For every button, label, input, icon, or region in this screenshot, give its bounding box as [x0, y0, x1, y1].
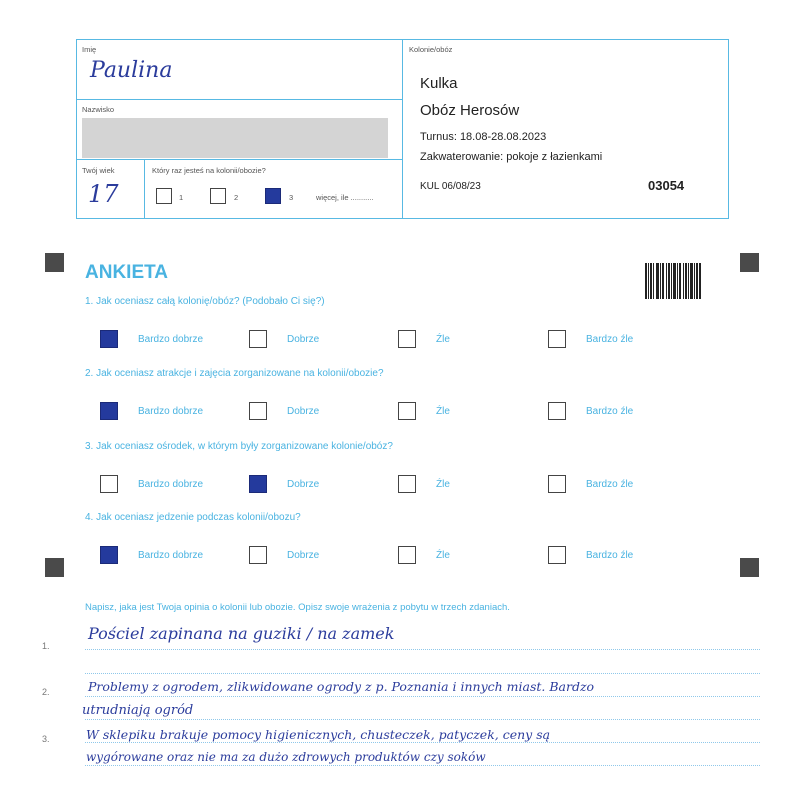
ktory-raz-label: Który raz jesteś na kolonii/obozie?: [152, 166, 266, 175]
imie-label: Imię: [82, 45, 97, 54]
question-2-option-2-label: Dobrze: [287, 406, 320, 417]
header-divider: [402, 39, 403, 219]
question-3-option-3-label: Źle: [436, 479, 450, 490]
answer-line-1b: [85, 673, 760, 674]
question-3-option-1-checkbox[interactable]: [100, 475, 118, 493]
answer-line-2: [85, 696, 760, 697]
alignment-marker-top-right: [740, 253, 759, 272]
question-1-option-3-label: Źle: [436, 334, 450, 345]
alignment-marker-top-left: [45, 253, 64, 272]
question-2-option-4-label: Bardzo źle: [586, 406, 634, 417]
question-2-option-3-label: Źle: [436, 406, 450, 417]
answer-line-2b: [85, 719, 760, 720]
question-4-option-1-label: Bardzo dobrze: [138, 550, 204, 561]
answer-3[interactable]: W sklepiku brakuje pomocy higienicznych, chusteczek, patyczek, ceny są: [86, 727, 551, 742]
question-1: 1. Jak oceniasz całą kolonię/obóz? (Podobało Ci się?): [85, 296, 325, 307]
answer-line-1: [85, 649, 760, 650]
line-number-2: 2.: [42, 687, 50, 697]
camp-name: Kulka: [420, 75, 458, 92]
question-3-option-2-checkbox[interactable]: [249, 475, 267, 493]
form-number: 03054: [648, 178, 685, 193]
question-4-option-2-checkbox[interactable]: [249, 546, 267, 564]
answer-2[interactable]: Problemy z ogrodem, zlikwidowane ogrody z p. Poznania i innych miast. Bardzo: [88, 679, 595, 694]
answer-1[interactable]: Pościel zapinana na guziki / na zamek: [88, 624, 395, 643]
alignment-marker-bottom-right: [740, 558, 759, 577]
question-1-option-2-label: Dobrze: [287, 334, 320, 345]
question-3-option-2-label: Dobrze: [287, 479, 320, 490]
barcode: [645, 263, 701, 299]
times-label-2: 2: [234, 193, 239, 202]
nazwisko-redacted: [82, 118, 388, 158]
question-1-option-1-checkbox[interactable]: [100, 330, 118, 348]
question-1-option-1-label: Bardzo dobrze: [138, 334, 204, 345]
question-2-option-4-checkbox[interactable]: [548, 402, 566, 420]
question-2-option-1-label: Bardzo dobrze: [138, 406, 204, 417]
line-number-3: 3.: [42, 734, 50, 744]
wiek-label: Twój wiek: [82, 166, 115, 175]
question-4-option-3-checkbox[interactable]: [398, 546, 416, 564]
line-number-1: 1.: [42, 641, 50, 651]
question-3-option-4-label: Bardzo źle: [586, 479, 634, 490]
answer-2-continued[interactable]: utrudniają ogród: [82, 703, 194, 718]
answer-line-3: [85, 742, 760, 743]
wiecej-label: więcej, ile ...........: [316, 193, 374, 202]
times-label-1: 1: [179, 193, 184, 202]
question-4-option-4-label: Bardzo źle: [586, 550, 634, 561]
question-4-option-2-label: Dobrze: [287, 550, 320, 561]
opinion-prompt: Napisz, jaka jest Twoja opinia o kolonii lub obozie. Opisz swoje wrażenia z pobytu w trzech zdaniach.: [85, 602, 510, 613]
header-col-divider: [144, 159, 145, 219]
kolonie-label: Kolonie/obóz: [409, 45, 453, 54]
question-2-option-3-checkbox[interactable]: [398, 402, 416, 420]
question-4-option-4-checkbox[interactable]: [548, 546, 566, 564]
camp-title: Obóz Herosów: [420, 102, 520, 119]
question-1-option-4-checkbox[interactable]: [548, 330, 566, 348]
times-label-3: 3: [289, 193, 294, 202]
header-row-divider-2: [76, 159, 402, 160]
header-row-divider-1: [76, 99, 402, 100]
turnus: Turnus: 18.08-28.08.2023: [420, 131, 547, 143]
answer-line-3b: [85, 765, 760, 766]
question-3-option-4-checkbox[interactable]: [548, 475, 566, 493]
camp-code: KUL 06/08/23: [420, 181, 481, 192]
times-checkbox-2[interactable]: [210, 188, 226, 204]
question-4: 4. Jak oceniasz jedzenie podczas kolonii/obozu?: [85, 512, 301, 523]
question-2: 2. Jak oceniasz atrakcje i zajęcia zorganizowane na kolonii/obozie?: [85, 368, 384, 379]
question-2-option-2-checkbox[interactable]: [249, 402, 267, 420]
question-3-option-1-label: Bardzo dobrze: [138, 479, 204, 490]
question-1-option-2-checkbox[interactable]: [249, 330, 267, 348]
question-4-option-3-label: Źle: [436, 550, 450, 561]
imie-value[interactable]: Paulina: [90, 58, 173, 83]
question-4-option-1-checkbox[interactable]: [100, 546, 118, 564]
times-checkbox-3[interactable]: [265, 188, 281, 204]
zakwaterowanie: Zakwaterowanie: pokoje z łazienkami: [420, 151, 603, 163]
question-3: 3. Jak oceniasz ośrodek, w którym były zorganizowane kolonie/obóz?: [85, 441, 393, 452]
question-1-option-4-label: Bardzo źle: [586, 334, 634, 345]
wiek-value[interactable]: 17: [88, 180, 119, 208]
question-3-option-3-checkbox[interactable]: [398, 475, 416, 493]
alignment-marker-bottom-left: [45, 558, 64, 577]
answer-3-continued[interactable]: wygórowane oraz nie ma za dużo zdrowych produktów czy soków: [86, 750, 486, 764]
times-checkbox-1[interactable]: [156, 188, 172, 204]
question-2-option-1-checkbox[interactable]: [100, 402, 118, 420]
nazwisko-label: Nazwisko: [82, 105, 115, 114]
survey-title: ANKIETA: [85, 262, 169, 283]
question-1-option-3-checkbox[interactable]: [398, 330, 416, 348]
